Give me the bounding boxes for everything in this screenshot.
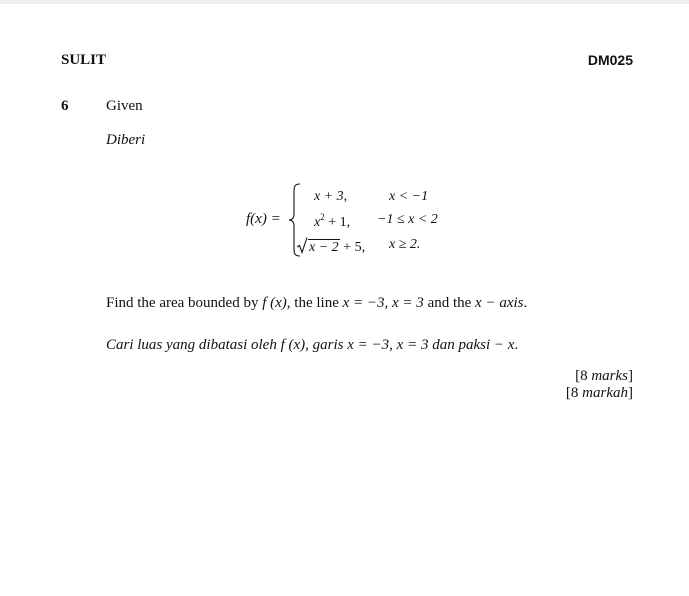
marks-label: [8 marks] bbox=[575, 368, 633, 384]
case-3-expression bbox=[297, 237, 365, 256]
question-number: 6 bbox=[61, 98, 69, 114]
case-3-rest: + 5, bbox=[339, 240, 366, 255]
case-3-condition: x ≥ 2. bbox=[389, 237, 421, 252]
case-2-rest: + 1, bbox=[324, 215, 351, 230]
prompt-function: f (x) bbox=[262, 295, 287, 311]
prompt-lines: x = −3, x = 3 bbox=[342, 295, 424, 311]
marks-word: marks bbox=[591, 368, 628, 384]
prompt-text-2: , the line bbox=[286, 295, 343, 311]
case-2-base: x bbox=[314, 215, 321, 230]
top-bar bbox=[0, 0, 689, 4]
prompt-end: . bbox=[523, 295, 528, 311]
case-2-condition: −1 ≤ x < 2 bbox=[377, 212, 438, 227]
prompt-malay-text-3: dan bbox=[428, 337, 459, 353]
marks-value: 8 bbox=[580, 368, 588, 384]
prompt-text-1: Find the area bounded by bbox=[106, 295, 263, 311]
case-2-exponent: 2 bbox=[320, 212, 325, 222]
prompt-malay-text-1: Cari luas yang dibatasi oleh bbox=[106, 337, 281, 353]
marks-word-malay: markah bbox=[582, 385, 628, 401]
square-root-icon bbox=[297, 237, 308, 254]
marks-value-malay: 8 bbox=[570, 385, 579, 401]
given-label-malay: Diberi bbox=[106, 132, 146, 148]
question-prompt-malay bbox=[106, 337, 518, 354]
case-2-expression bbox=[314, 212, 350, 231]
prompt-malay-function: f (x) bbox=[280, 337, 306, 353]
case-1-condition: x < −1 bbox=[389, 189, 429, 204]
function-lhs: f(x) = bbox=[246, 211, 281, 227]
prompt-malay-end: . bbox=[514, 337, 519, 353]
prompt-malay-lines: x = −3, x = 3 bbox=[347, 337, 429, 353]
given-label: Given bbox=[106, 98, 143, 114]
case-1-expression: x + 3, bbox=[314, 189, 348, 204]
header-course-code: DM025 bbox=[587, 52, 633, 68]
marks-label-malay: [8 markah] bbox=[565, 385, 633, 401]
prompt-axis: x − axis bbox=[475, 295, 524, 311]
case-3-radicand: x − 2 bbox=[309, 240, 339, 255]
prompt-text-3: and the bbox=[423, 295, 476, 311]
question-prompt bbox=[106, 295, 527, 312]
prompt-malay-axis: paksi − x bbox=[458, 337, 515, 353]
header-sulit-label: SULIT bbox=[61, 52, 107, 68]
prompt-malay-text-2: , garis bbox=[305, 337, 348, 353]
